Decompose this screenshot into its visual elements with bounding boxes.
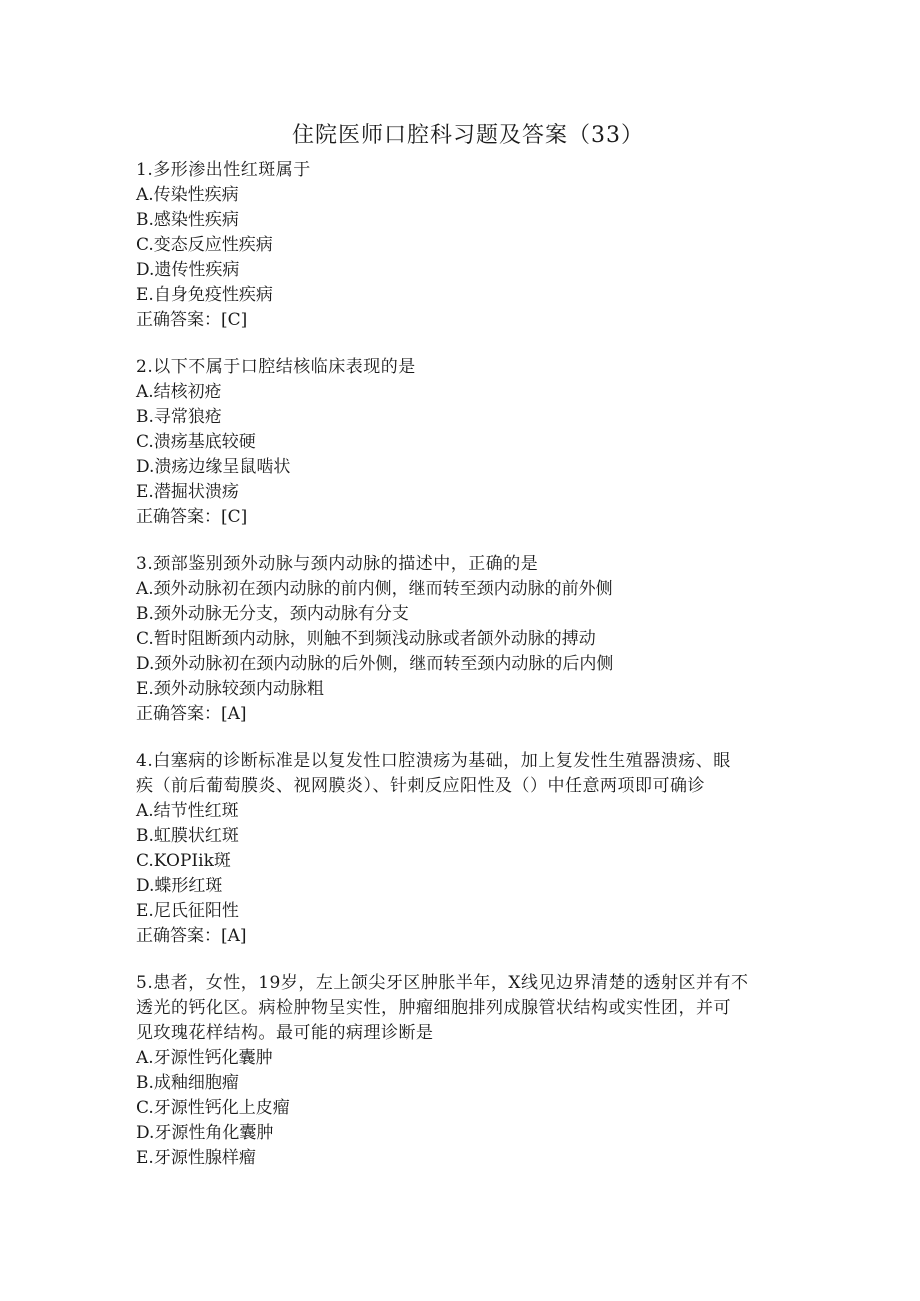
question-stem: 3.颈部鉴别颈外动脉与颈内动脉的描述中，正确的是 xyxy=(136,554,539,574)
question-5 xyxy=(136,971,790,1171)
correct-answer: 正确答案：[A] xyxy=(136,926,247,946)
option-d: D.遗传性疾病 xyxy=(136,260,240,280)
correct-answer: 正确答案：[A] xyxy=(136,704,247,724)
question-2 xyxy=(136,355,790,530)
question-stem-line-2: 疾（前后葡萄膜炎、视网膜炎）、针刺反应阳性及（）中任意两项即可确诊 xyxy=(136,776,705,796)
option-d: D.蝶形红斑 xyxy=(136,876,223,896)
option-c: C.牙源性钙化上皮瘤 xyxy=(136,1098,290,1118)
option-e: E.自身免疫性疾病 xyxy=(136,285,273,305)
option-e: E.尼氏征阳性 xyxy=(136,901,239,921)
option-d: D.牙源性角化囊肿 xyxy=(136,1123,274,1143)
option-c: C.暂时阻断颈内动脉，则触不到频浅动脉或者颌外动脉的搏动 xyxy=(136,629,596,649)
question-4 xyxy=(136,749,790,949)
option-b: B.成釉细胞瘤 xyxy=(136,1073,239,1093)
question-3 xyxy=(136,552,790,727)
option-c: C.变态反应性疾病 xyxy=(136,235,273,255)
option-d: D.颈外动脉初在颈内动脉的后外侧，继而转至颈内动脉的后内侧 xyxy=(136,654,614,674)
option-a: A.结节性红斑 xyxy=(136,801,239,821)
option-b: B.虹膜状红斑 xyxy=(136,826,239,846)
question-stem-line-1: 5.患者，女性，19岁，左上颌尖牙区肿胀半年，X线见边界清楚的透射区并有不 xyxy=(136,973,749,993)
page-title: 住院医师口腔科习题及答案（33） xyxy=(292,123,644,148)
option-b: B.颈外动脉无分支，颈内动脉有分支 xyxy=(136,604,409,624)
option-e: E.牙源性腺样瘤 xyxy=(136,1148,256,1168)
correct-answer: 正确答案：[C] xyxy=(136,310,248,330)
option-b: B.感染性疾病 xyxy=(136,210,239,230)
option-c: C.溃疡基底较硬 xyxy=(136,432,256,452)
question-stem-line-2: 透光的钙化区。病检肿物呈实性，肿瘤细胞排列成腺管状结构或实性团，并可 xyxy=(136,998,731,1018)
question-stem-line-1: 4.白塞病的诊断标准是以复发性口腔溃疡为基础，加上复发性生殖器溃疡、眼 xyxy=(136,751,731,771)
question-1 xyxy=(136,158,790,333)
correct-answer: 正确答案：[C] xyxy=(136,507,248,527)
option-a: A.牙源性钙化囊肿 xyxy=(136,1048,273,1068)
option-a: A.结核初疮 xyxy=(136,382,222,402)
option-d: D.溃疡边缘呈鼠啮状 xyxy=(136,457,291,477)
option-b: B.寻常狼疮 xyxy=(136,407,222,427)
question-stem: 1.多形渗出性红斑属于 xyxy=(136,160,311,180)
option-e: E.潜掘状溃疡 xyxy=(136,482,239,502)
option-c: C.KOPIik斑 xyxy=(136,851,231,871)
question-stem-line-3: 见玫瑰花样结构。最可能的病理诊断是 xyxy=(136,1023,434,1043)
option-a: A.颈外动脉初在颈内动脉的前内侧，继而转至颈内动脉的前外侧 xyxy=(136,579,613,599)
option-a: A.传染性疾病 xyxy=(136,185,239,205)
question-stem: 2.以下不属于口腔结核临床表现的是 xyxy=(136,357,416,377)
option-e: E.颈外动脉较颈内动脉粗 xyxy=(136,679,324,699)
